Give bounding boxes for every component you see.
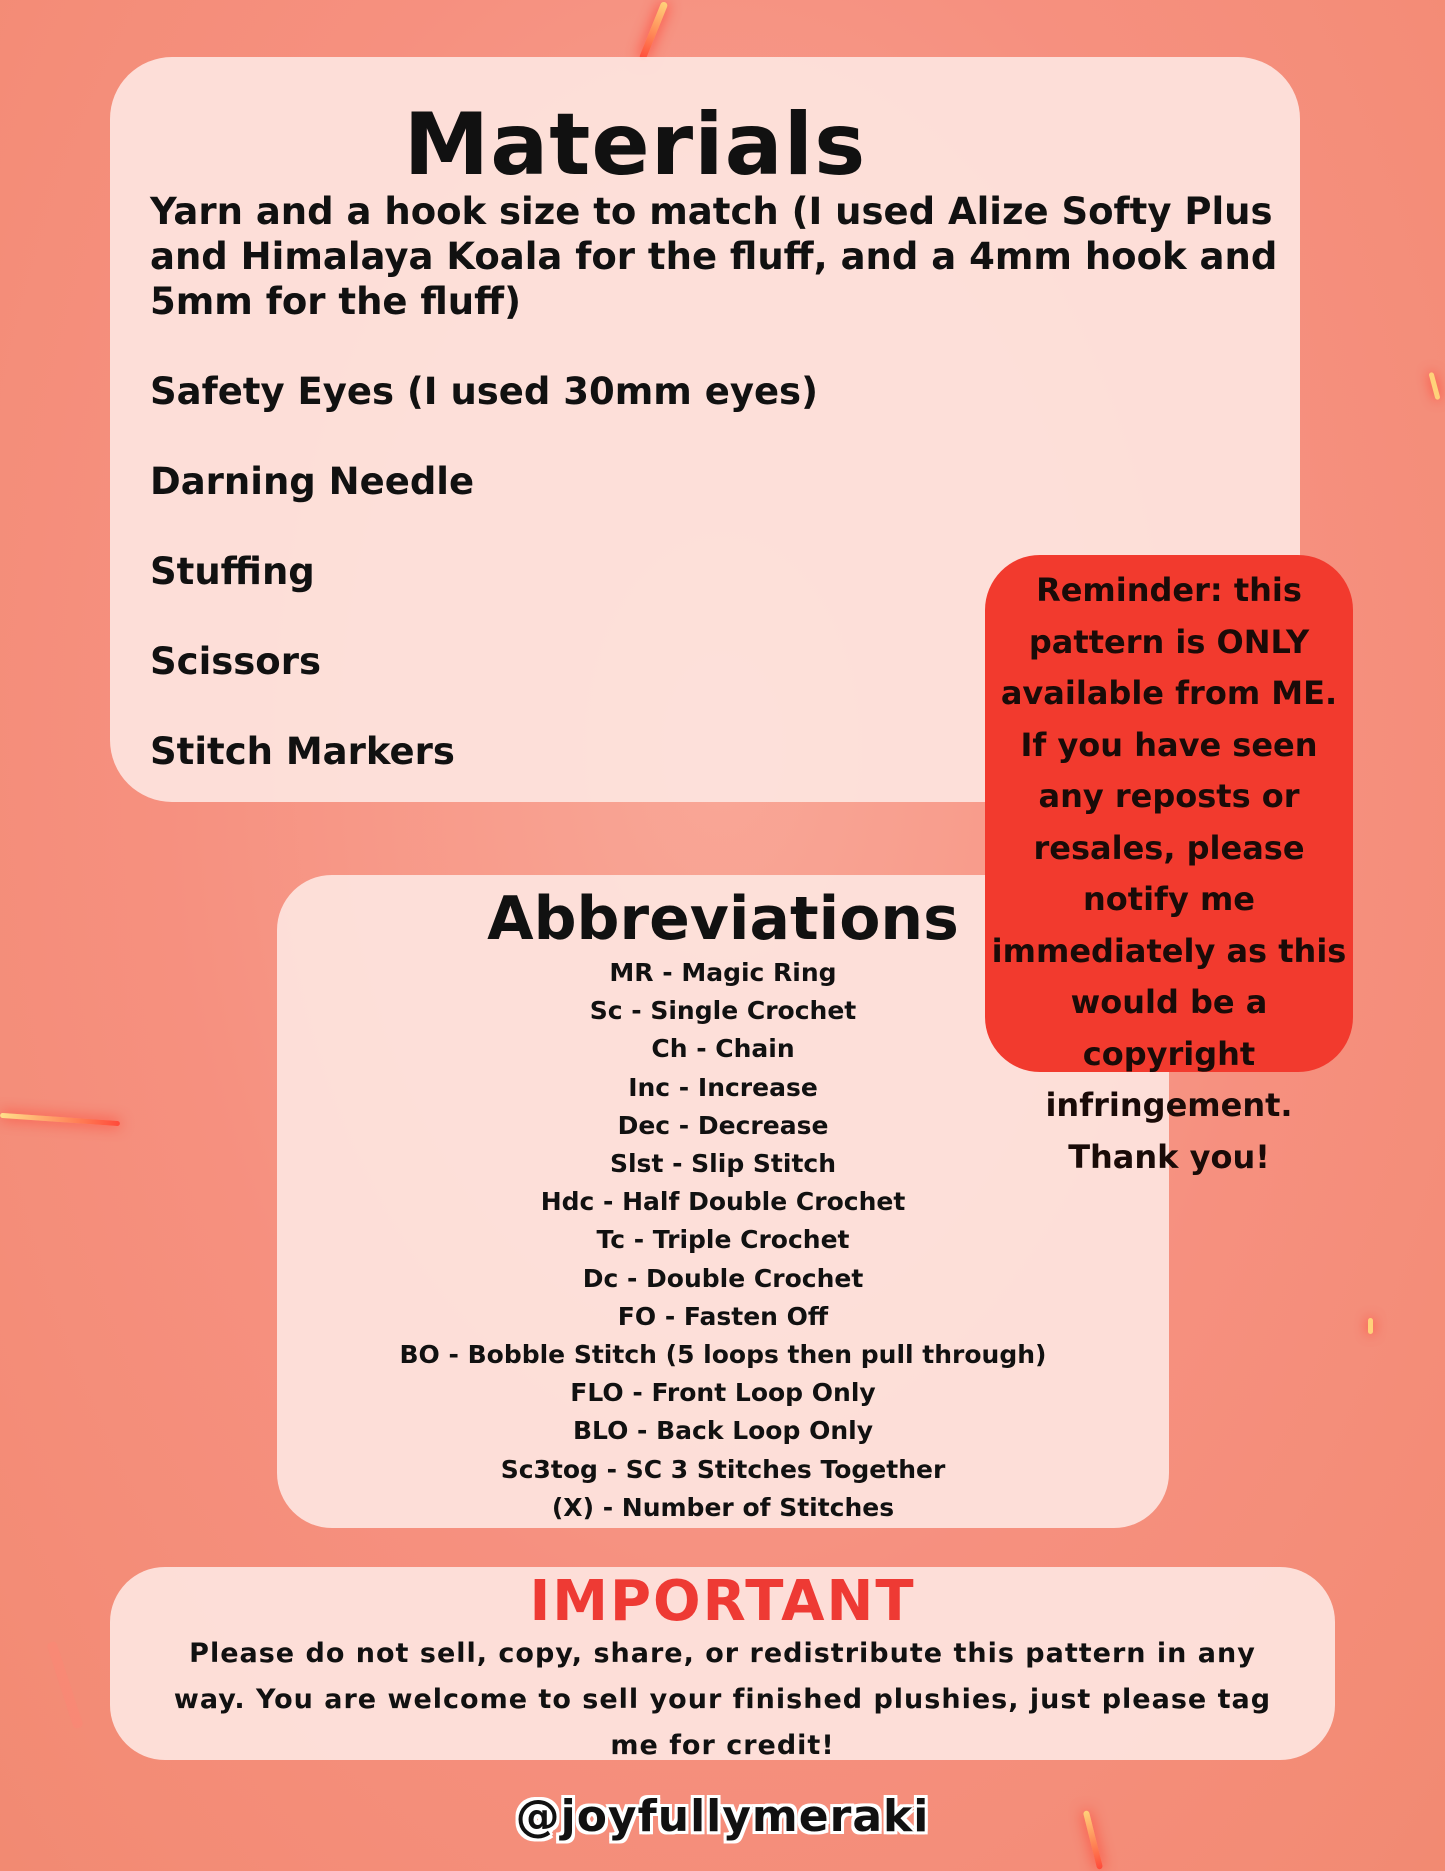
materials-item: Darning Needle — [150, 460, 475, 503]
materials-item: Yarn and a hook size to match (I used Alize Softy Plus and Himalaya Koala for the fluff, and a 4mm hook and 5mm for the fluff) — [150, 190, 1278, 323]
important-title: IMPORTANT — [529, 1569, 916, 1634]
abbreviation-item: (X) - Number of Stitches — [551, 1492, 895, 1522]
abbreviation-item: Sc - Single Crochet — [589, 996, 857, 1026]
abbreviation-item: FO - Fasten Off — [617, 1301, 829, 1331]
abbreviations-title: Abbreviations — [487, 884, 959, 954]
materials-title: Materials — [403, 95, 867, 195]
abbreviation-item: Ch - Chain — [651, 1034, 795, 1064]
materials-item: Scissors — [150, 640, 321, 683]
abbreviation-item: BLO - Back Loop Only — [573, 1416, 873, 1446]
materials-item: Stuffing — [150, 550, 315, 593]
abbreviation-item: Slst - Slip Stitch — [609, 1149, 837, 1179]
abbreviation-item: Inc - Increase — [628, 1072, 818, 1102]
materials-item: Stitch Markers — [150, 730, 455, 773]
decorative-streak — [639, 1, 669, 61]
decorative-streak — [0, 1113, 120, 1126]
decorative-streak — [46, 1641, 83, 1730]
abbreviation-item: Tc - Triple Crochet — [596, 1225, 850, 1255]
decorative-streak — [1428, 372, 1440, 400]
social-handle: @joyfullymeraki — [515, 1791, 930, 1842]
important-card — [110, 1567, 1335, 1760]
reminder-box: Reminder: this pattern is ONLY available from ME. If you have seen any reposts or resales, please notify me immediately as this would be a copyright infringement. Thank you! — [985, 555, 1353, 1072]
important-body: Please do not sell, copy, share, or redistribute this pattern in any way. You are welcome to sell your finished plushies, just please tag me for credit! — [173, 1638, 1272, 1761]
abbreviation-item: FLO - Front Loop Only — [570, 1378, 876, 1408]
decorative-streak — [1368, 1318, 1373, 1334]
abbreviation-item: Hdc - Half Double Crochet — [540, 1187, 906, 1217]
abbreviation-item: Dec - Decrease — [617, 1110, 829, 1140]
abbreviation-item: Dc - Double Crochet — [582, 1263, 864, 1293]
abbreviation-item: BO - Bobble Stitch (5 loops then pull through) — [399, 1340, 1047, 1370]
abbreviation-item: Sc3tog - SC 3 Stitches Together — [500, 1454, 946, 1484]
materials-item: Safety Eyes (I used 30mm eyes) — [150, 370, 818, 413]
abbreviation-item: MR - Magic Ring — [609, 958, 837, 987]
